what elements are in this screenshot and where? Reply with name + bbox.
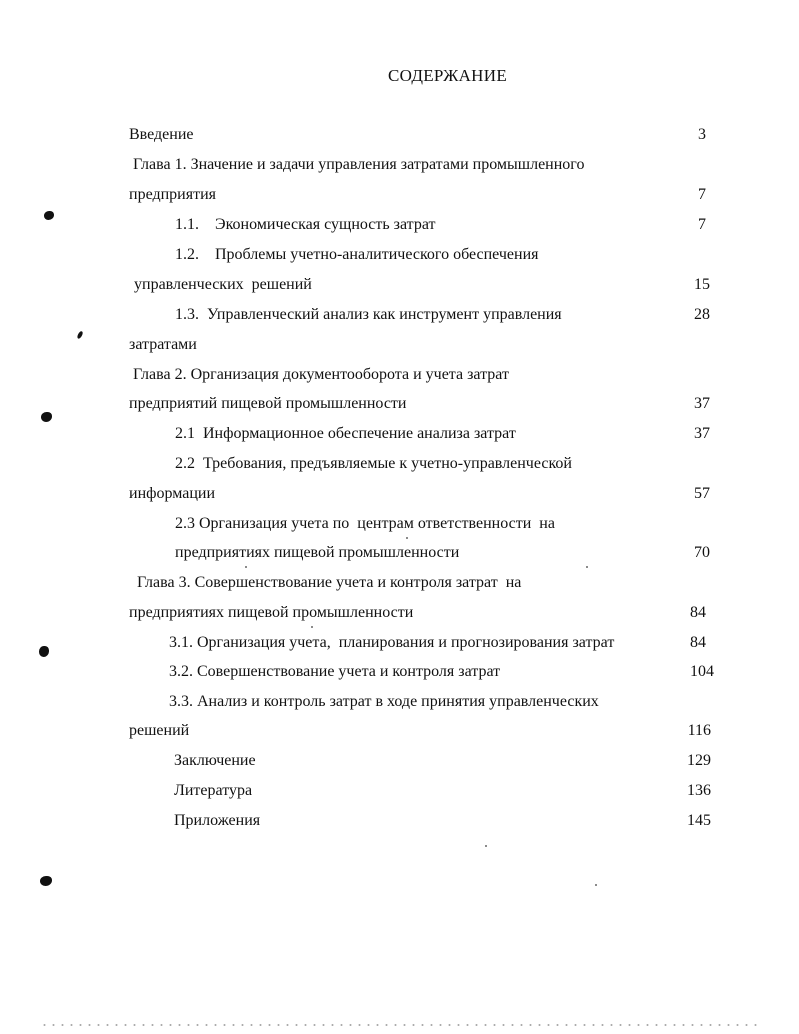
toc-page-2-2: 57 (694, 485, 710, 502)
toc-page-conclusion: 129 (687, 752, 711, 769)
toc-entry-3-3-cont: решений (129, 722, 190, 739)
toc-entry-3-3: 3.3. Анализ и контроль затрат в ходе принятия управленческих (169, 693, 599, 710)
toc-entry-1-3-cont: затратами (129, 336, 197, 353)
scan-speck-6 (485, 845, 487, 847)
toc-entry-chapter-2-cont: предприятий пищевой промышленности (129, 395, 407, 412)
toc-entry-3-1: 3.1. Организация учета, планирования и прогнозирования затрат (169, 634, 615, 651)
toc-entry-1-2-cont: управленческих решений (134, 276, 312, 293)
toc-entry-chapter-3: Глава 3. Совершенствование учета и контроля затрат на (137, 574, 522, 591)
scan-speck-4 (311, 626, 313, 628)
toc-page-1-3: 28 (694, 306, 710, 323)
toc-entry-1-1: 1.1. Экономическая сущность затрат (175, 216, 436, 233)
toc-entry-2-2: 2.2 Требования, предъявляемые к учетно-управленческой (175, 455, 572, 472)
scan-blot-4 (39, 646, 49, 657)
scan-blot-5 (40, 876, 52, 886)
toc-page-chapter-1: 7 (698, 186, 706, 203)
toc-entry-2-3-cont: предприятиях пищевой промышленности (175, 544, 460, 561)
toc-entry-conclusion: Заключение (174, 752, 256, 769)
toc-entry-2-2-cont: информации (129, 485, 216, 502)
scan-blot-3 (41, 412, 52, 422)
toc-entry-appendices: Приложения (174, 812, 261, 829)
scan-speck-5 (595, 884, 597, 886)
toc-page-2-1: 37 (694, 425, 710, 442)
scan-blot-1 (44, 211, 54, 220)
toc-page-1-1: 7 (698, 216, 706, 233)
scan-bottom-edge-noise (40, 1023, 760, 1027)
toc-page-appendices: 145 (687, 812, 711, 829)
page-title: СОДЕРЖАНИЕ (387, 66, 508, 85)
toc-entry-2-1: 2.1 Информационное обеспечение анализа затрат (175, 425, 516, 442)
scan-speck-1 (245, 566, 247, 568)
toc-page-literature: 136 (687, 782, 711, 799)
toc-page-3-1: 84 (690, 634, 706, 651)
toc-entry-3-2: 3.2. Совершенствование учета и контроля затрат (169, 663, 501, 680)
toc-page-1-2: 15 (694, 276, 710, 293)
toc-entry-intro: Введение (129, 126, 194, 143)
toc-page-2-3: 70 (694, 544, 710, 561)
toc-entry-chapter-2: Глава 2. Организация документооборота и учета затрат (133, 366, 509, 383)
toc-page-chapter-2: 37 (694, 395, 710, 412)
toc-entry-literature: Литература (174, 782, 253, 799)
toc-entry-chapter-3-cont: предприятиях пищевой промышленности (129, 604, 414, 621)
toc-entry-chapter-1: Глава 1. Значение и задачи управления затратами промышленного (133, 156, 585, 173)
toc-page-intro: 3 (698, 126, 706, 143)
scan-speck-2 (586, 566, 588, 568)
scan-blot-2 (76, 331, 83, 340)
toc-page-chapter-3: 84 (690, 604, 706, 621)
scan-speck-3 (406, 537, 408, 539)
toc-page-3-3: 116 (687, 722, 711, 739)
toc-entry-chapter-1-cont: предприятия (129, 186, 216, 203)
toc-entry-1-2: 1.2. Проблемы учетно-аналитического обеспечения (175, 246, 539, 263)
toc-page-3-2: 104 (690, 663, 714, 680)
toc-entry-2-3: 2.3 Организация учета по центрам ответственности на (175, 515, 555, 532)
toc-entry-1-3: 1.3. Управленческий анализ как инструмент управления (175, 306, 562, 323)
